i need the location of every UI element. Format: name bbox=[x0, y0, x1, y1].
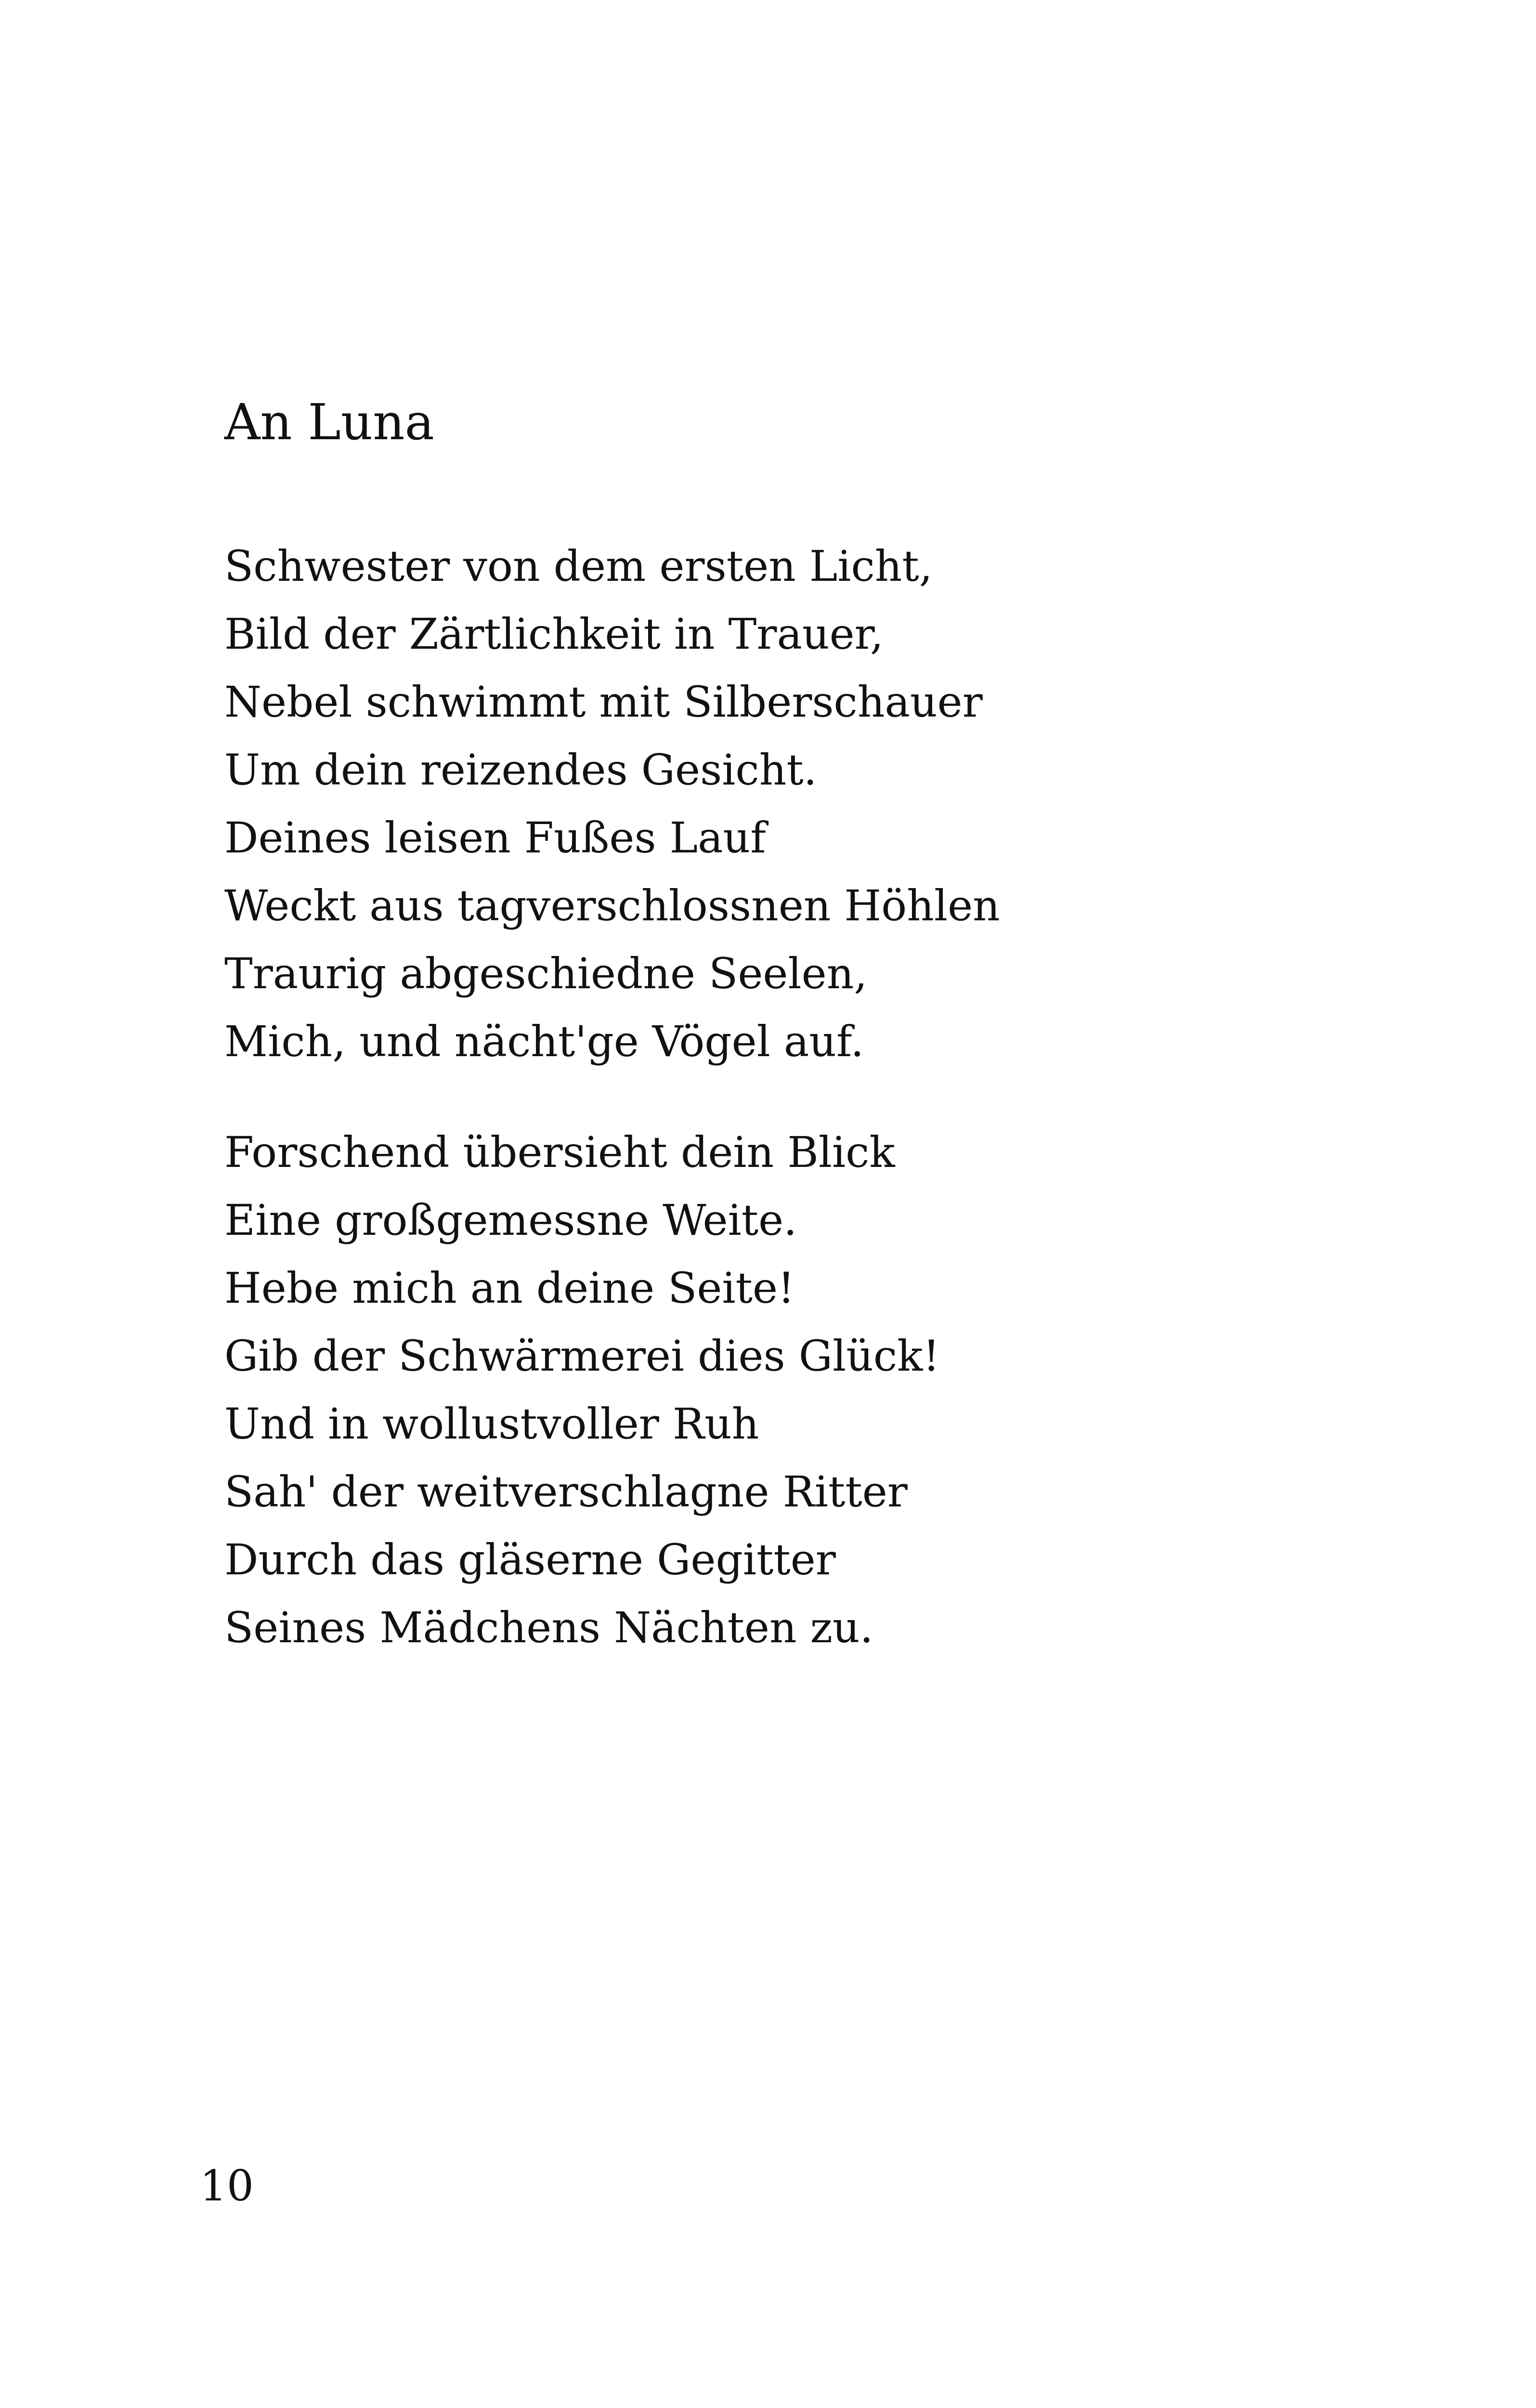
page-number: 10 bbox=[200, 2161, 254, 2211]
poem-title: An Luna bbox=[224, 393, 434, 451]
verse-line: Bild der Zärtlichkeit in Trauer, bbox=[224, 609, 884, 659]
stanza-2 bbox=[224, 1118, 940, 1662]
verse-line: Durch das gläserne Gegitter bbox=[224, 1535, 836, 1584]
stanza-1 bbox=[224, 532, 1000, 1075]
verse-line: Deines leisen Fußes Lauf bbox=[224, 813, 766, 863]
verse-line: Gib der Schwärmerei dies Glück! bbox=[224, 1331, 940, 1381]
verse-line: Um dein reizendes Gesicht. bbox=[224, 745, 817, 795]
verse-line: Forschend übersieht dein Blick bbox=[224, 1127, 895, 1177]
verse-line: Mich, und nächt'ge Vögel auf. bbox=[224, 1017, 864, 1066]
verse-line: Schwester von dem ersten Licht, bbox=[224, 541, 933, 591]
verse-line: Traurig abgeschiedne Seelen, bbox=[224, 949, 868, 998]
verse-line: Eine großgemessne Weite. bbox=[224, 1195, 797, 1245]
verse-line: Und in wollustvoller Ruh bbox=[224, 1399, 759, 1449]
verse-line: Hebe mich an deine Seite! bbox=[224, 1263, 795, 1313]
verse-line: Sah' der weitverschlagne Ritter bbox=[224, 1467, 908, 1517]
verse-line: Weckt aus tagverschlossnen Höhlen bbox=[224, 881, 1000, 930]
verse-line: Seines Mädchens Nächten zu. bbox=[224, 1603, 873, 1652]
verse-line: Nebel schwimmt mit Silberschauer bbox=[224, 677, 983, 727]
